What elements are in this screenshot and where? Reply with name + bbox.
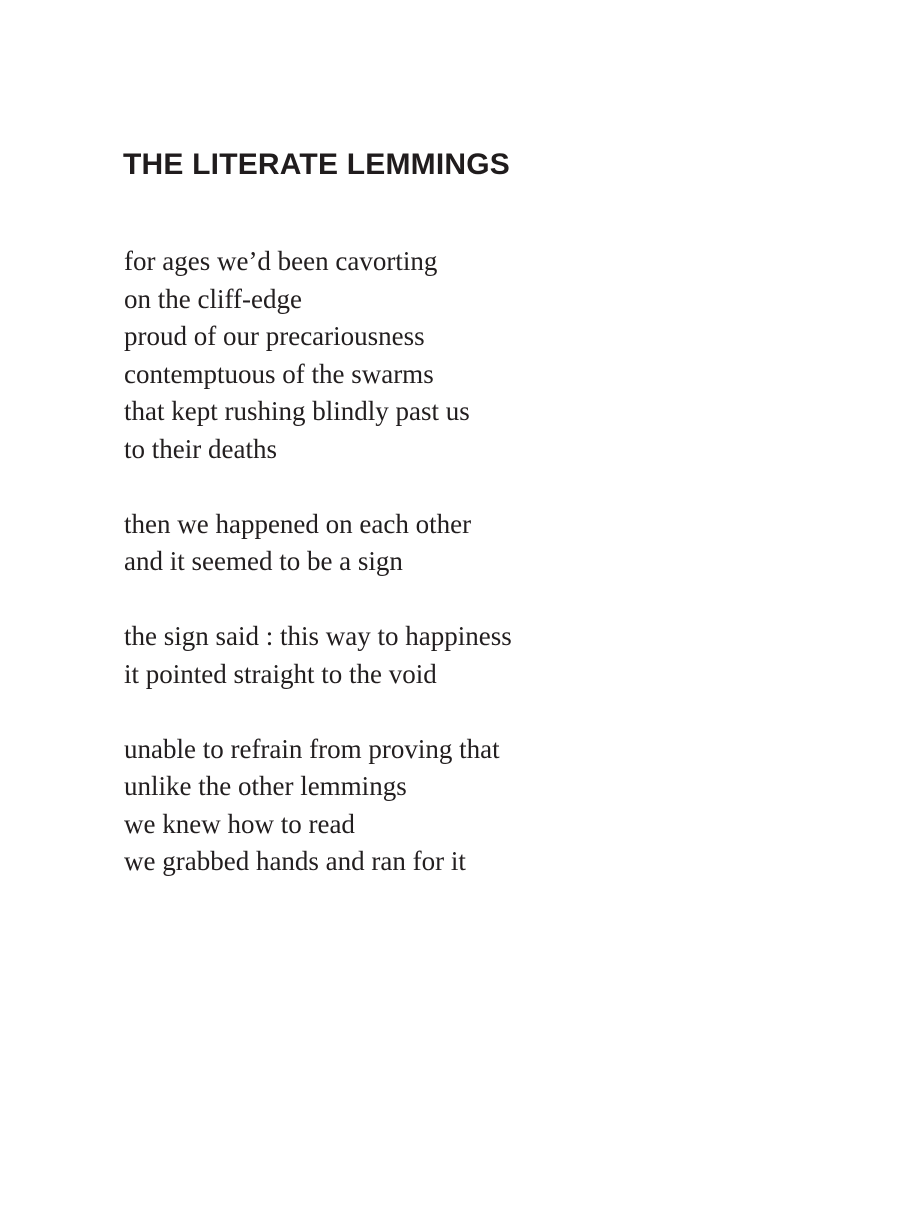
stanza-4 <box>124 731 512 881</box>
poem-line: the sign said : this way to happiness <box>124 621 512 651</box>
poem-line: for ages we’d been cavorting <box>124 246 438 276</box>
stanza-3 <box>124 618 512 693</box>
poem-line: contemptuous of the swarms <box>124 358 434 389</box>
stanza-1 <box>124 243 512 468</box>
stanza-2 <box>124 506 512 581</box>
poem-line: it pointed straight to the void <box>124 658 437 689</box>
poem-line: we knew how to read <box>124 808 355 839</box>
poem-line: proud of our precariousness <box>124 321 425 351</box>
poem-line: unlike the other lemmings <box>124 771 407 801</box>
poem-line: then we happened on each other <box>124 508 472 539</box>
poem-line: on the cliff-edge <box>124 283 302 314</box>
poem-line: and it seemed to be a sign <box>124 546 403 576</box>
poem-line: that kept rushing blindly past us <box>124 396 470 426</box>
poem-line: to their deaths <box>124 433 277 464</box>
poem-line: unable to refrain from proving that <box>124 733 500 764</box>
poem-body <box>124 243 512 881</box>
poem-title: THE LITERATE LEMMINGS <box>123 148 510 182</box>
poem-line: we grabbed hands and ran for it <box>124 846 466 876</box>
